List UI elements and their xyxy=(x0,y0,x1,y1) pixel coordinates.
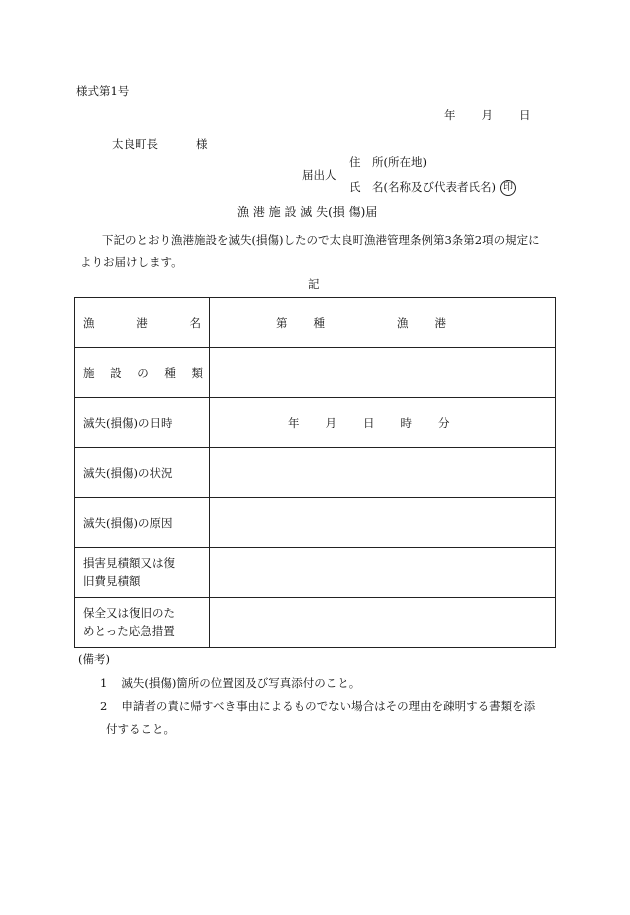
date-month: 月 xyxy=(481,108,493,122)
facility-table xyxy=(74,297,556,648)
notifier-name-line xyxy=(349,180,516,196)
table-row xyxy=(75,448,556,498)
date-line xyxy=(444,110,531,122)
remarks-heading: (備考) xyxy=(78,652,110,666)
document-title: 漁 港 施 設 滅 失(損 傷)届 xyxy=(237,205,378,219)
measure-value[interactable] xyxy=(210,598,556,648)
measure-label-line-1: 保全又は復旧のた xyxy=(83,605,175,620)
cost-label-line-1: 損害見積額又は復 xyxy=(83,555,175,570)
dt-hour: 時 xyxy=(400,415,412,430)
facility-type-label: 施 設 の 種 類 xyxy=(83,365,203,380)
datetime-value[interactable] xyxy=(210,398,556,448)
remark-text: 申請者の責に帰すべき事由によるものでない場合はその理由を疎明する書類を添 xyxy=(121,699,536,713)
harbor-name-value[interactable] xyxy=(210,298,556,348)
table-row xyxy=(75,298,556,348)
addressee-honorific: 様 xyxy=(196,137,208,151)
measure-label-line-2: めとった応急措置 xyxy=(83,623,175,638)
harbor-class-prefix: 第 xyxy=(276,315,288,330)
remark-num: 2 xyxy=(100,699,108,713)
table-row xyxy=(75,398,556,448)
remark-item-2-cont: 付すること。 xyxy=(106,722,175,736)
notifier-name-label: 氏 名(名称及び代表者氏名) xyxy=(349,180,496,194)
status-value[interactable] xyxy=(210,448,556,498)
facility-type-label-cell xyxy=(75,348,210,398)
date-day: 日 xyxy=(519,108,531,122)
dt-min: 分 xyxy=(438,415,450,430)
cause-label-cell xyxy=(75,498,210,548)
status-label-cell xyxy=(75,448,210,498)
cause-label: 滅失(損傷)の原因 xyxy=(83,515,173,530)
notifier-label: 届出人 xyxy=(302,168,337,182)
remark-item-2 xyxy=(100,701,535,713)
body-line-2: よりお届けします。 xyxy=(80,255,183,269)
datetime-label-cell xyxy=(75,398,210,448)
date-year: 年 xyxy=(444,108,456,122)
table-row xyxy=(75,498,556,548)
remark-item-1 xyxy=(100,678,360,690)
remark-num: 1 xyxy=(100,676,108,690)
harbor-name-label-cell xyxy=(75,298,210,348)
cost-label-line-2: 旧費見積額 xyxy=(83,573,141,588)
cause-value[interactable] xyxy=(210,498,556,548)
cost-label-cell xyxy=(75,548,210,598)
dt-year: 年 xyxy=(288,415,300,430)
facility-type-value[interactable] xyxy=(210,348,556,398)
status-label: 滅失(損傷)の状況 xyxy=(83,465,173,480)
addressee-name: 太良町長 xyxy=(112,137,158,151)
dt-month: 月 xyxy=(325,415,337,430)
ki-heading: 記 xyxy=(308,277,320,291)
notifier-address-label: 住 所(所在地) xyxy=(349,155,427,169)
body-line-1: 下記のとおり漁港施設を滅失(損傷)したので太良町漁港管理条例第3条第2項の規定に xyxy=(102,233,540,247)
datetime-label: 滅失(損傷)の日時 xyxy=(83,415,173,430)
measure-label-cell xyxy=(75,598,210,648)
table-row xyxy=(75,598,556,648)
remark-text: 滅失(損傷)箇所の位置図及び写真添付のこと。 xyxy=(121,676,361,690)
addressee xyxy=(112,139,208,151)
table-row xyxy=(75,348,556,398)
seal-mark: 印 xyxy=(500,180,516,196)
harbor-name-label: 漁 港 名 xyxy=(83,315,201,330)
harbor-suffix: 漁 港 xyxy=(397,315,446,330)
form-number: 様式第1号 xyxy=(76,84,130,98)
harbor-class-suffix: 種 xyxy=(313,315,325,330)
dt-day: 日 xyxy=(363,415,375,430)
cost-value[interactable] xyxy=(210,548,556,598)
table-row xyxy=(75,548,556,598)
